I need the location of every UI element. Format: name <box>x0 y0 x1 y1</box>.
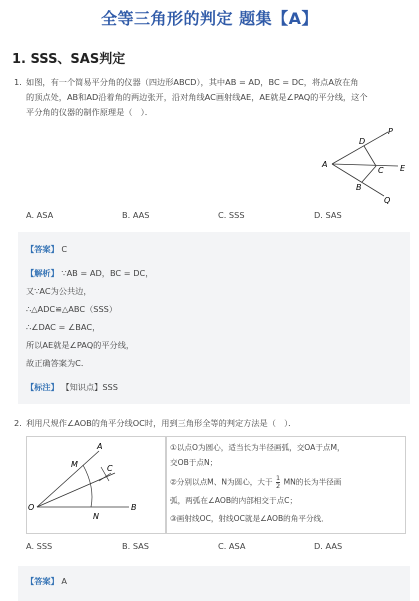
step-line: 交OB于点N； <box>170 458 218 467</box>
option-a[interactable]: A. ASA <box>26 210 54 220</box>
note-line <box>26 382 118 393</box>
answer-tag: 【答案】 <box>26 576 59 586</box>
label-c: C <box>378 166 384 175</box>
label-c: C <box>107 464 113 473</box>
segment-dc <box>364 146 376 166</box>
analysis-step: ∵AB = AD，BC = DC， <box>61 268 154 278</box>
label-a: A <box>322 160 328 169</box>
option-b[interactable]: B. SAS <box>122 541 149 551</box>
option-c[interactable]: C. ASA <box>218 541 246 551</box>
option-b[interactable]: B. AAS <box>122 210 150 220</box>
step-line: ③画射线OC，射线OC就是∠AOB的角平分线． <box>170 514 329 523</box>
step-line: 弧，两弧在∠AOB的内部相交于点C； <box>170 496 298 505</box>
label-a: A <box>97 442 103 451</box>
ray-ae <box>332 164 398 166</box>
label-p: P <box>388 127 393 136</box>
analysis-step: 又∵AC为公共边， <box>26 286 92 296</box>
figure-svg <box>27 437 165 533</box>
answer-value: A <box>61 576 67 586</box>
answer-box-1 <box>18 232 410 404</box>
question-number: 2. <box>14 418 22 428</box>
note-tag: 【标注】 <box>26 382 59 392</box>
question-2 <box>14 416 409 431</box>
section-title: 1. SSS、SAS判定 <box>12 52 126 67</box>
question-line: 如图，有一个简易平分角的仪器（四边形ABCD），其中AB = AD，BC = DC，将点A放在角 <box>26 77 359 87</box>
analysis-step: ∴△ADC≌△ABC（SSS） <box>26 304 118 314</box>
analysis-line <box>26 268 153 279</box>
segment-bc <box>362 166 376 182</box>
question-line: 平分角的仪器的制作原理是（ ）． <box>26 107 153 117</box>
option-a[interactable]: A. SSS <box>26 541 53 551</box>
fraction-denominator: 2 <box>276 482 281 490</box>
analysis-tag: 【解析】 <box>26 268 59 278</box>
question-1 <box>14 75 409 120</box>
fraction-numerator: 1 <box>276 474 281 482</box>
figure-bisector-construction <box>26 436 166 534</box>
page-title: 全等三角形的判定 题集【A】 <box>101 9 318 28</box>
ray-oa <box>37 451 99 507</box>
figure-angle-bisector-instrument <box>316 124 412 206</box>
fraction-half <box>276 475 280 490</box>
label-b: B <box>356 183 362 192</box>
label-m: M <box>71 460 78 469</box>
answer-line <box>26 244 67 255</box>
answer-line <box>26 576 67 587</box>
label-d: D <box>359 137 366 146</box>
option-d[interactable]: D. AAS <box>314 541 343 551</box>
step-text: ②分别以点M、N为圆心，大于 <box>170 477 273 487</box>
label-e: E <box>400 164 406 173</box>
step-line <box>170 475 341 490</box>
option-c[interactable]: C. SSS <box>218 210 245 220</box>
answer-tag: 【答案】 <box>26 244 59 254</box>
question-line: 的顶点处，AB和AD沿着角的两边张开，沿对角线AC画射线AE，AE就是∠PAQ的平分线，这个 <box>26 92 368 102</box>
step-text: MN的长为半径画 <box>283 477 342 487</box>
answer-value: C <box>61 244 68 254</box>
note-value: 【知识点】SSS <box>61 382 118 392</box>
analysis-step: ∴∠DAC = ∠BAC， <box>26 322 101 332</box>
label-n: N <box>93 512 99 521</box>
label-o: O <box>28 503 35 512</box>
question-number: 1. <box>14 77 22 87</box>
analysis-step: 所以AE就是∠PAQ的平分线， <box>26 340 135 350</box>
step-line: ①以点O为圆心，适当长为半径画弧，交OA于点M， <box>170 443 345 452</box>
label-b: B <box>131 503 137 512</box>
analysis-step: 故正确答案为C． <box>26 358 90 368</box>
construction-steps <box>166 436 406 534</box>
option-d[interactable]: D. SAS <box>314 210 342 220</box>
answer-box-2 <box>18 566 410 601</box>
label-q: Q <box>384 196 391 205</box>
question-line: 利用尺规作∠AOB的角平分线OC时，用到三角形全等的判定方法是（ ）． <box>26 418 297 428</box>
